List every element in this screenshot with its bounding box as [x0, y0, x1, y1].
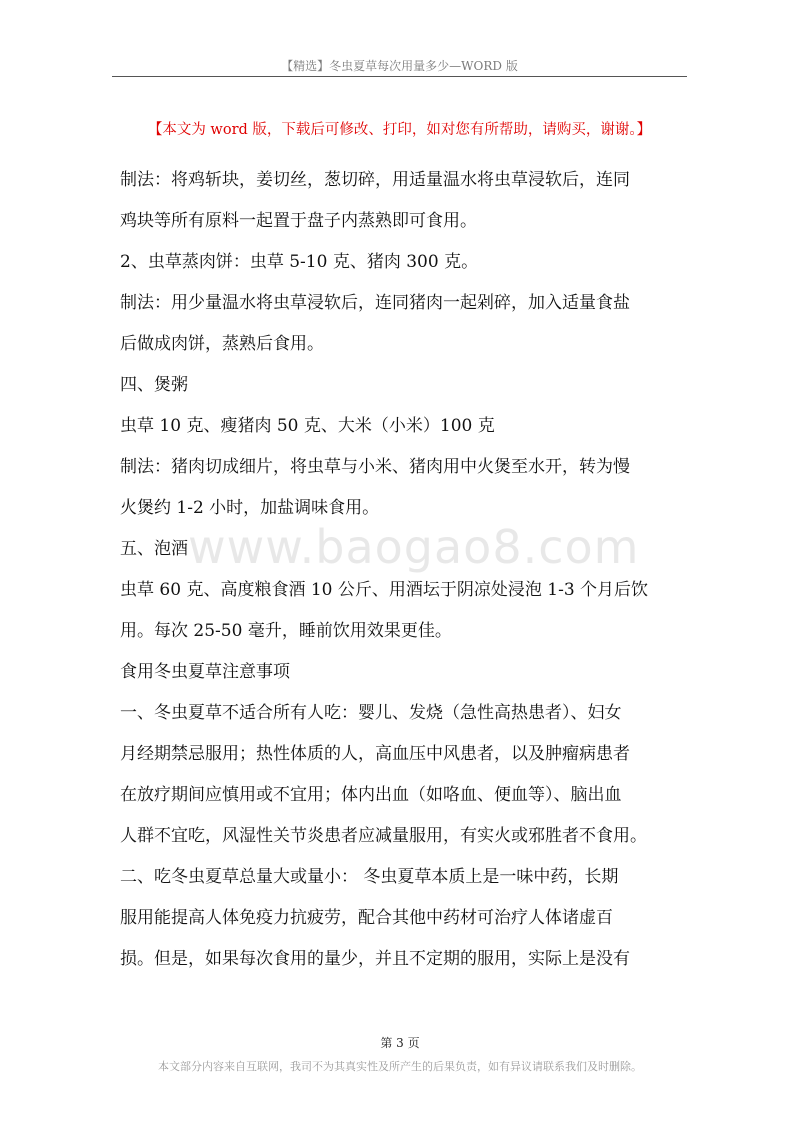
paragraph-line: 制法：用少量温水将虫草浸软后，连同猪肉一起剁碎，加入适量食盐 — [120, 293, 630, 313]
paragraph-line: 损。但是，如果每次食用的量少，并且不定期的服用，实际上是没有 — [120, 949, 630, 969]
paragraph-line: 用。每次 25-50 毫升，睡前饮用效果更佳。 — [120, 621, 452, 641]
paragraph-line: 鸡块等所有原料一起置于盘子内蒸熟即可食用。 — [120, 211, 477, 231]
paragraph-line: 2、虫草蒸肉饼：虫草 5-10 克、猪肉 300 克。 — [120, 252, 479, 272]
purchase-notice: 【本文为 word 版，下载后可修改、打印，如对您有所帮助，请购买，谢谢。】 — [147, 122, 652, 138]
paragraph-line: 人群不宜吃，风湿性关节炎患者应减量服用，有实火或邪胜者不食用。 — [120, 826, 647, 846]
page-header-title: 【精选】冬虫夏草每次用量多少—WORD 版 — [281, 59, 518, 73]
page-number: 第 3 页 — [380, 1036, 420, 1050]
section-heading: 食用冬虫夏草注意事项 — [120, 662, 290, 682]
paragraph-line: 一、冬虫夏草不适合所有人吃：婴儿、发烧（急性高热患者）、妇女 — [120, 703, 622, 723]
paragraph-line: 虫草 10 克、瘦猪肉 50 克、大米（小米）100 克 — [120, 416, 495, 436]
paragraph-line: 二、吃冬虫夏草总量大或量小： 冬虫夏草本质上是一味中药，长期 — [120, 867, 619, 887]
section-heading: 四、煲粥 — [120, 375, 188, 395]
section-heading: 五、泡酒 — [120, 539, 188, 559]
footer-disclaimer: 本文部分内容来自互联网，我司不为其真实性及所产生的后果负责，如有异议请联系我们及时删除。 — [158, 1060, 642, 1073]
paragraph-line: 服用能提高人体免疫力抗疲劳，配合其他中药材可治疗人体诸虚百 — [120, 908, 613, 928]
paragraph-line: 月经期禁忌服用；热性体质的人，高血压中风患者，以及肿瘤病患者 — [120, 744, 630, 764]
document-body — [120, 160, 686, 980]
paragraph-line: 在放疗期间应慎用或不宜用；体内出血（如咯血、便血等）、脑出血 — [120, 785, 622, 805]
paragraph-line: 制法：将鸡斩块，姜切丝，葱切碎，用适量温水将虫草浸软后，连同 — [120, 170, 630, 190]
paragraph-line: 虫草 60 克、高度粮食酒 10 公斤、用酒坛于阴凉处浸泡 1-3 个月后饮 — [120, 580, 649, 600]
paragraph-line: 后做成肉饼，蒸熟后食用。 — [120, 334, 324, 354]
paragraph-line: 火煲约 1-2 小时，加盐调味食用。 — [120, 498, 380, 518]
header-divider — [112, 76, 687, 77]
paragraph-line: 制法：猪肉切成细片，将虫草与小米、猪肉用中火煲至水开，转为慢 — [120, 457, 630, 477]
site-watermark: www.baogao8.com — [188, 520, 640, 574]
